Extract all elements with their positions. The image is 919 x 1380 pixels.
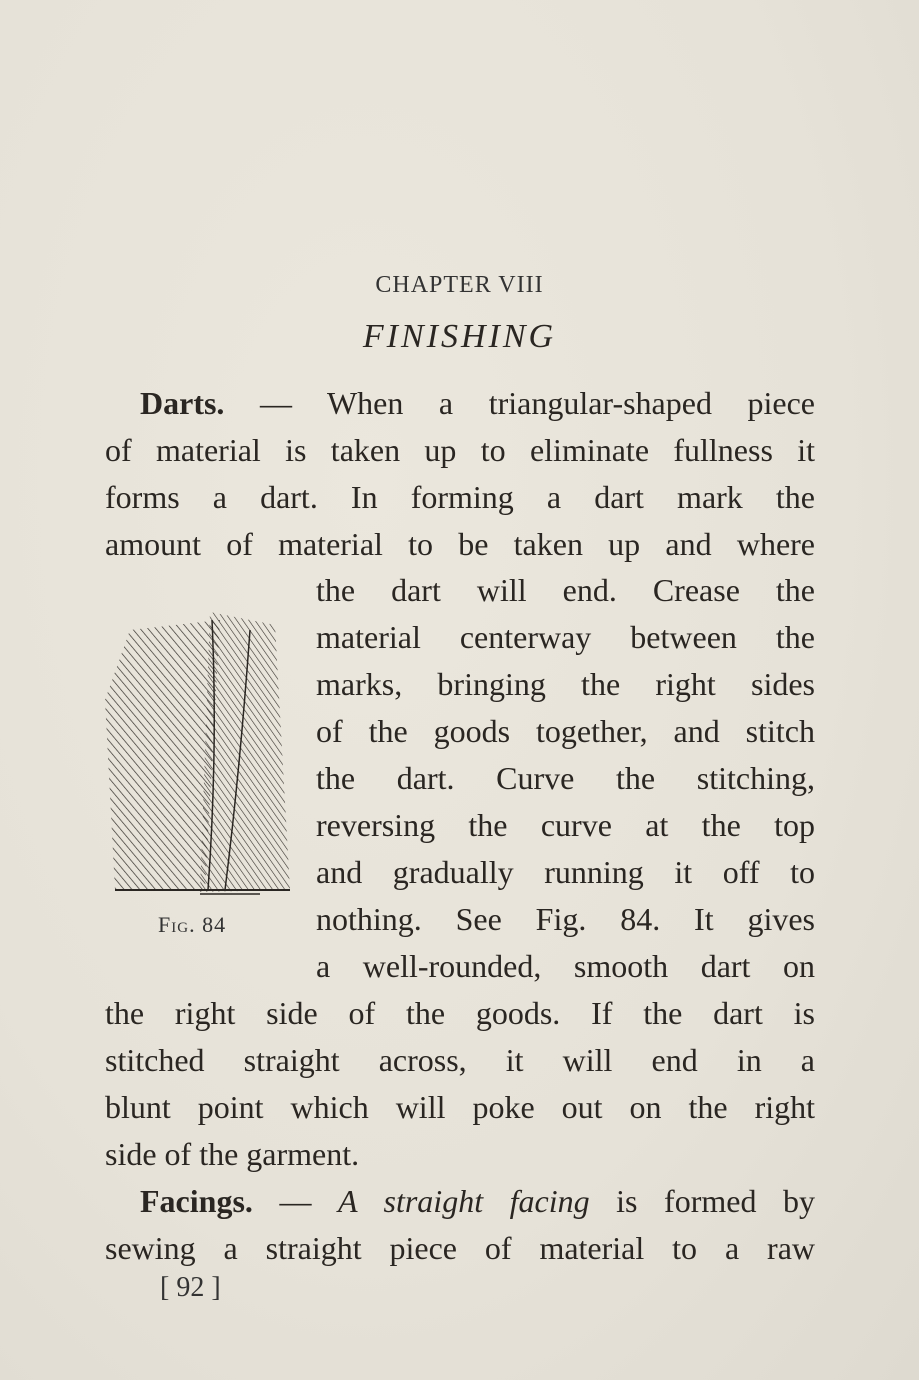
darts-line-1 bbox=[140, 380, 815, 427]
facings-line-1-text: is formed by bbox=[616, 1183, 815, 1219]
darts-narrow-line: a well-rounded, smooth dart on bbox=[316, 948, 815, 984]
darts-dash: — bbox=[259, 385, 292, 421]
darts-last-line: side of the garment. bbox=[105, 1136, 360, 1172]
darts-after-line: the right side of the goods. If the dart is bbox=[105, 995, 815, 1031]
figure-caption: Fig. 84 bbox=[158, 912, 227, 937]
darts-narrow-line: material centerway between the bbox=[316, 619, 815, 655]
darts-after-line: stitched straight across, it will end in a bbox=[105, 1042, 815, 1078]
chapter-title: FINISHING bbox=[362, 318, 557, 355]
darts-line-3: forms a dart. In forming a dart mark the bbox=[105, 479, 815, 515]
facings-heading: Facings. bbox=[140, 1183, 253, 1219]
darts-line-1-text: When a triangular-shaped piece bbox=[326, 385, 816, 421]
page-number: [ 92 ] bbox=[160, 1272, 221, 1303]
darts-narrow-line: of the goods together, and stitch bbox=[316, 713, 815, 749]
darts-narrow-line: and gradually running it off to bbox=[316, 854, 815, 890]
chapter-heading: CHAPTER VIII bbox=[375, 272, 544, 298]
darts-heading: Darts. bbox=[140, 385, 225, 421]
darts-line-2: of material is taken up to eliminate fullness it bbox=[105, 432, 815, 468]
darts-narrow-line: the dart will end. Crease the bbox=[316, 572, 815, 608]
darts-after-line: blunt point which will poke out on the right bbox=[105, 1089, 815, 1125]
darts-narrow-line: the dart. Curve the stitching, bbox=[316, 760, 815, 796]
facings-italic-phrase: A straight facing bbox=[337, 1183, 590, 1219]
darts-narrow-line: nothing. See Fig. 84. It gives bbox=[316, 901, 815, 937]
facings-line-2: sewing a straight piece of material to a raw bbox=[105, 1230, 815, 1266]
darts-line-4: amount of material to be taken up and where bbox=[105, 526, 815, 562]
facings-line-1 bbox=[140, 1178, 815, 1225]
dart-illustration bbox=[100, 600, 300, 910]
darts-narrow-line: reversing the curve at the top bbox=[316, 807, 815, 843]
facings-dash: — bbox=[279, 1183, 312, 1219]
darts-narrow-line: marks, bringing the right sides bbox=[316, 666, 815, 702]
